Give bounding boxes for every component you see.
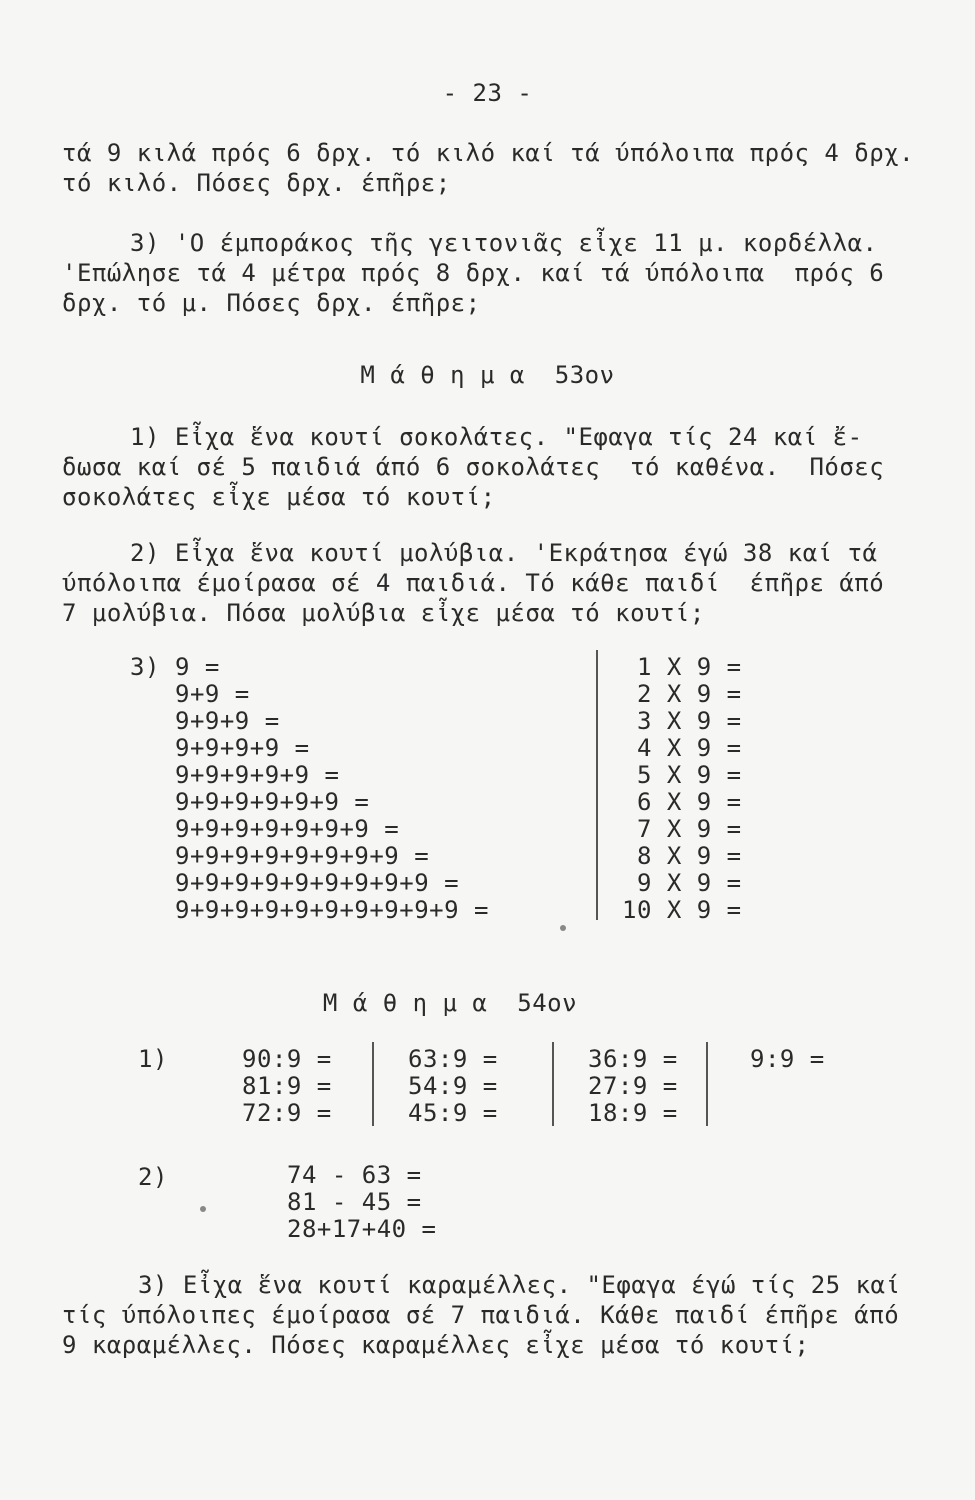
product-line: 4 X 9 = [622, 734, 742, 762]
division-line: 45:9 = [408, 1099, 498, 1127]
page-number: - 23 - [442, 79, 533, 107]
division-line: 9:9 = [750, 1045, 825, 1073]
sum-line: 9+9+9+9+9+9+9+9+9 = [175, 869, 460, 897]
text-line: 3) 'Ο έμποράκος τῆς γειτονιᾶς εἶχε 11 μ. κορδέλλα. [130, 229, 878, 257]
column-divider [552, 1042, 554, 1126]
text-line: 'Επώλησε τά 4 μέτρα πρός 8 δρχ. καί τά ύπόλοιπα πρός 6 [62, 259, 885, 287]
division-line: 63:9 = [408, 1045, 498, 1073]
text-line: δωσα καί σέ 5 παιδιά άπό 6 σοκολάτες τό καθένα. Πόσες [62, 453, 885, 481]
text-line: 3) Εἶχα ἕνα κουτί καραμέλλες. "Εφαγα έγώ τίς 25 καί [138, 1271, 901, 1299]
text-line: 2) Εἶχα ἕνα κουτί μολύβια. 'Εκράτησα έγώ 38 καί τά [130, 539, 878, 567]
sum-line: 9+9 = [175, 680, 250, 708]
exercise-label: 2) [138, 1163, 168, 1191]
text-line: 9 καραμέλλες. Πόσες καραμέλλες εἶχε μέσα τό κουτί; [62, 1331, 810, 1359]
column-divider [706, 1042, 708, 1126]
division-line: 90:9 = [242, 1045, 332, 1073]
division-line: 18:9 = [588, 1099, 678, 1127]
text-line: τό κιλό. Πόσες δρχ. έπῆρε; [62, 169, 451, 197]
text-line: τά 9 κιλά πρός 6 δρχ. τό κιλό καί τά ύπόλοιπα πρός 4 δρχ. [62, 139, 915, 167]
product-line: 5 X 9 = [622, 761, 742, 789]
sum-line: 9+9+9+9+9+9+9 = [175, 815, 400, 843]
division-line: 27:9 = [588, 1072, 678, 1100]
division-line: 36:9 = [588, 1045, 678, 1073]
ink-speck [560, 925, 566, 931]
division-line: 54:9 = [408, 1072, 498, 1100]
product-line: 6 X 9 = [622, 788, 742, 816]
exercise-label: 3) [130, 653, 160, 681]
text-line: δρχ. τό μ. Πόσες δρχ. έπῆρε; [62, 289, 481, 317]
product-line: 1 X 9 = [622, 653, 742, 681]
column-divider [596, 650, 598, 920]
exercise-label: 1) [138, 1045, 168, 1073]
text-line: τίς ύπόλοιπες έμοίρασα σέ 7 παιδιά. Κάθε παιδί έπῆρε άπό [62, 1301, 900, 1329]
text-line: σοκολάτες εἶχε μέσα τό κουτί; [62, 483, 496, 511]
column-divider [372, 1042, 374, 1126]
text-line: 7 μολύβια. Πόσα μολύβια εἶχε μέσα τό κουτί; [62, 599, 705, 627]
subtraction-line: 81 - 45 = [287, 1188, 422, 1216]
text-line: ύπόλοιπα έμοίρασα σέ 4 παιδιά. Τό κάθε παιδί έπῆρε άπό [62, 569, 885, 597]
lesson-heading: Μ ά θ η μ α 54ον [322, 989, 578, 1017]
sum-line: 9 = [175, 653, 220, 681]
product-line: 8 X 9 = [622, 842, 742, 870]
product-line: 2 X 9 = [622, 680, 742, 708]
product-line: 9 X 9 = [622, 869, 742, 897]
product-line: 10 X 9 = [622, 896, 742, 924]
sum-line: 9+9+9+9+9+9 = [175, 788, 370, 816]
sum-line: 9+9+9+9+9 = [175, 761, 340, 789]
division-line: 81:9 = [242, 1072, 332, 1100]
addition-line: 28+17+40 = [287, 1215, 437, 1243]
product-line: 3 X 9 = [622, 707, 742, 735]
product-line: 7 X 9 = [622, 815, 742, 843]
division-line: 72:9 = [242, 1099, 332, 1127]
sum-line: 9+9+9 = [175, 707, 280, 735]
sum-line: 9+9+9+9+9+9+9+9+9+9 = [175, 896, 489, 924]
text-line: 1) Εἶχα ἕνα κουτί σοκολάτες. "Εφαγα τίς 24 καί ἔ- [130, 423, 863, 451]
sum-line: 9+9+9+9 = [175, 734, 310, 762]
ink-speck [200, 1206, 206, 1212]
subtraction-line: 74 - 63 = [287, 1161, 422, 1189]
lesson-heading: Μ ά θ η μ α 53ον [360, 361, 615, 389]
sum-line: 9+9+9+9+9+9+9+9 = [175, 842, 430, 870]
